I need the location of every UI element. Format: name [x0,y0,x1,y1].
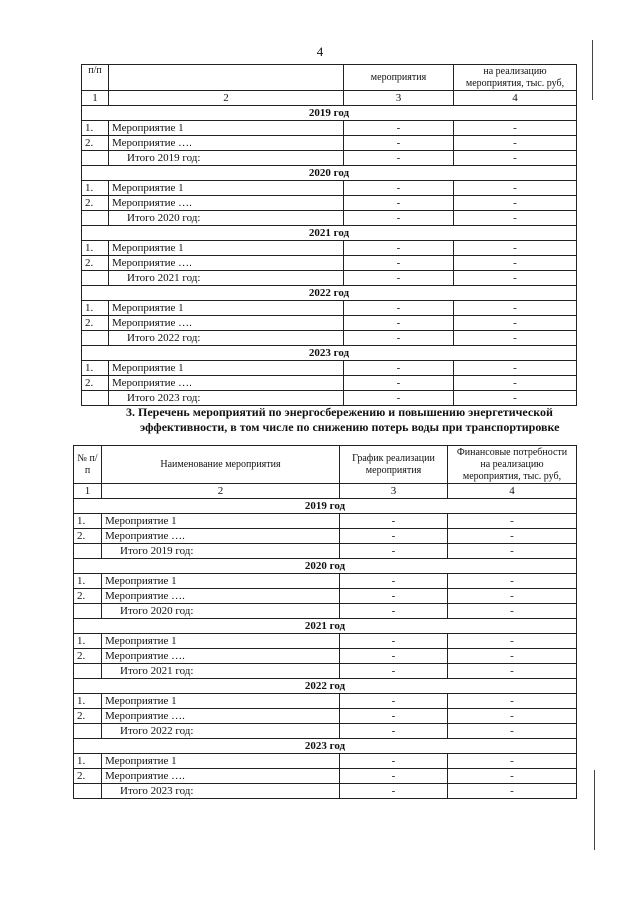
bottom-events-table [73,445,577,799]
column-number: 1 [82,91,109,106]
row-number [82,271,109,286]
event-row [74,634,577,649]
finance-value: - [454,241,577,256]
schedule-value: - [344,181,454,196]
header-name-cell [109,65,344,91]
row-number: 2. [74,649,102,664]
finance-value: - [448,604,577,619]
year-header-row [82,346,577,361]
schedule-value: - [344,136,454,151]
year-label: 2021 год [74,619,577,634]
row-number [82,151,109,166]
row-number [74,784,102,799]
column-number: 2 [109,91,344,106]
event-row [74,769,577,784]
finance-value: - [454,316,577,331]
event-row [82,316,577,331]
year-label: 2020 год [82,166,577,181]
row-number [74,724,102,739]
table-header-row [74,446,577,484]
row-number: 2. [74,529,102,544]
finance-value: - [454,151,577,166]
event-name: Мероприятие …. [109,316,344,331]
total-label: Итого 2019 год: [102,544,340,559]
year-header-row [74,499,577,514]
schedule-value: - [340,544,448,559]
row-number: 1. [82,301,109,316]
finance-value: - [448,784,577,799]
row-number: 1. [74,634,102,649]
total-row [82,331,577,346]
event-row [82,376,577,391]
year-header-row [82,106,577,121]
finance-value: - [454,211,577,226]
row-number: 1. [74,514,102,529]
event-name: Мероприятие …. [102,589,340,604]
event-name: Мероприятие …. [102,649,340,664]
event-name: Мероприятие …. [102,709,340,724]
schedule-value: - [344,271,454,286]
schedule-value: - [344,316,454,331]
event-row [82,121,577,136]
top-table-body [82,65,577,406]
event-name: Мероприятие …. [109,376,344,391]
event-row [74,694,577,709]
event-row [82,181,577,196]
finance-value: - [454,391,577,406]
year-header-row [74,739,577,754]
column-number-row [82,91,577,106]
event-row [82,136,577,151]
schedule-value: - [340,604,448,619]
section-heading-line-1: 3. Перечень мероприятий по энергосбережению и повышению энергетической [126,405,553,419]
finance-value: - [454,361,577,376]
scan-edge-mark [592,40,593,100]
total-row [74,604,577,619]
finance-value: - [454,121,577,136]
table-header-row [82,65,577,91]
schedule-value: - [344,151,454,166]
row-number: 2. [82,196,109,211]
column-number: 4 [448,484,577,499]
column-number: 1 [74,484,102,499]
finance-value: - [448,769,577,784]
row-number: 1. [74,754,102,769]
schedule-value: - [344,256,454,271]
finance-value: - [448,694,577,709]
column-number: 2 [102,484,340,499]
scan-edge-mark [594,770,595,850]
finance-value: - [448,514,577,529]
schedule-value: - [344,241,454,256]
column-number-row [74,484,577,499]
event-name: Мероприятие …. [109,196,344,211]
finance-value: - [448,634,577,649]
event-row [74,574,577,589]
row-number [74,604,102,619]
finance-value: - [454,256,577,271]
event-row [74,754,577,769]
finance-value: - [454,376,577,391]
total-row [74,664,577,679]
schedule-value: - [340,754,448,769]
schedule-value: - [340,724,448,739]
total-label: Итого 2021 год: [102,664,340,679]
total-row [74,724,577,739]
event-name: Мероприятие 1 [102,754,340,769]
total-row [82,151,577,166]
row-number: 1. [82,361,109,376]
row-number [82,331,109,346]
event-name: Мероприятие 1 [102,514,340,529]
finance-value: - [454,271,577,286]
year-header-row [82,166,577,181]
schedule-value: - [344,391,454,406]
year-label: 2023 год [82,346,577,361]
total-label: Итого 2020 год: [102,604,340,619]
row-number: 2. [82,376,109,391]
finance-value: - [454,301,577,316]
finance-value: - [448,574,577,589]
column-number: 3 [340,484,448,499]
schedule-value: - [340,664,448,679]
year-header-row [74,679,577,694]
schedule-value: - [344,361,454,376]
row-number: 1. [74,574,102,589]
schedule-value: - [344,301,454,316]
total-label: Итого 2020 год: [109,211,344,226]
row-number: 2. [74,769,102,784]
schedule-value: - [344,376,454,391]
year-header-row [82,226,577,241]
row-number: 1. [82,121,109,136]
header-finance-cell: Финансовые потребности на реализацию мероприятия, тыс. руб, [448,446,577,484]
row-number: 1. [82,241,109,256]
event-name: Мероприятие 1 [109,121,344,136]
finance-value: - [448,544,577,559]
total-label: Итого 2019 год: [109,151,344,166]
row-number: 2. [82,256,109,271]
year-label: 2020 год [74,559,577,574]
total-row [82,391,577,406]
event-row [74,709,577,724]
header-number-cell: п/п [82,65,109,91]
finance-value: - [454,136,577,151]
total-label: Итого 2021 год: [109,271,344,286]
top-events-table [81,64,577,406]
event-row [74,589,577,604]
schedule-value: - [340,769,448,784]
event-name: Мероприятие 1 [109,361,344,376]
total-row [82,271,577,286]
event-name: Мероприятие …. [109,256,344,271]
schedule-value: - [344,196,454,211]
schedule-value: - [344,211,454,226]
year-label: 2022 год [74,679,577,694]
event-row [74,649,577,664]
event-name: Мероприятие …. [102,529,340,544]
finance-value: - [448,709,577,724]
year-header-row [74,619,577,634]
finance-value: - [454,196,577,211]
total-label: Итого 2023 год: [109,391,344,406]
event-row [74,529,577,544]
finance-value: - [448,754,577,769]
bottom-table-body [74,446,577,799]
total-label: Итого 2023 год: [102,784,340,799]
finance-value: - [448,589,577,604]
finance-value: - [454,181,577,196]
event-name: Мероприятие 1 [109,301,344,316]
finance-value: - [448,724,577,739]
header-schedule-cell: График реализации мероприятия [340,446,448,484]
schedule-value: - [340,634,448,649]
schedule-value: - [340,694,448,709]
row-number [74,544,102,559]
row-number: 2. [74,589,102,604]
event-row [74,514,577,529]
column-number: 3 [344,91,454,106]
schedule-value: - [340,574,448,589]
row-number: 1. [74,694,102,709]
schedule-value: - [340,589,448,604]
total-row [82,211,577,226]
page-number: 4 [316,44,324,59]
row-number: 1. [82,181,109,196]
schedule-value: - [344,331,454,346]
year-header-row [74,559,577,574]
year-label: 2019 год [82,106,577,121]
year-label: 2021 год [82,226,577,241]
event-name: Мероприятие 1 [102,694,340,709]
event-row [82,361,577,376]
event-row [82,241,577,256]
total-label: Итого 2022 год: [102,724,340,739]
header-name-cell: Наименование мероприятия [102,446,340,484]
schedule-value: - [340,514,448,529]
event-name: Мероприятие 1 [109,241,344,256]
row-number: 2. [82,316,109,331]
finance-value: - [448,664,577,679]
header-number-cell: № п/п [74,446,102,484]
header-finance-cell: на реализацию мероприятия, тыс. руб, [454,65,577,91]
section-heading [126,405,576,435]
row-number [82,211,109,226]
header-schedule-cell: мероприятия [344,65,454,91]
year-label: 2019 год [74,499,577,514]
finance-value: - [448,649,577,664]
section-heading-line-2: эффективности, в том числе по снижению потерь воды при транспортировке [140,420,560,434]
schedule-value: - [340,709,448,724]
schedule-value: - [344,121,454,136]
total-row [74,784,577,799]
finance-value: - [448,529,577,544]
total-label: Итого 2022 год: [109,331,344,346]
schedule-value: - [340,529,448,544]
total-row [74,544,577,559]
row-number: 2. [82,136,109,151]
row-number: 2. [74,709,102,724]
finance-value: - [454,331,577,346]
column-number: 4 [454,91,577,106]
event-name: Мероприятие 1 [109,181,344,196]
year-label: 2023 год [74,739,577,754]
event-row [82,196,577,211]
event-row [82,256,577,271]
row-number [82,391,109,406]
event-name: Мероприятие 1 [102,574,340,589]
event-name: Мероприятие …. [109,136,344,151]
event-row [82,301,577,316]
schedule-value: - [340,649,448,664]
year-label: 2022 год [82,286,577,301]
schedule-value: - [340,784,448,799]
event-name: Мероприятие …. [102,769,340,784]
event-name: Мероприятие 1 [102,634,340,649]
year-header-row [82,286,577,301]
row-number [74,664,102,679]
